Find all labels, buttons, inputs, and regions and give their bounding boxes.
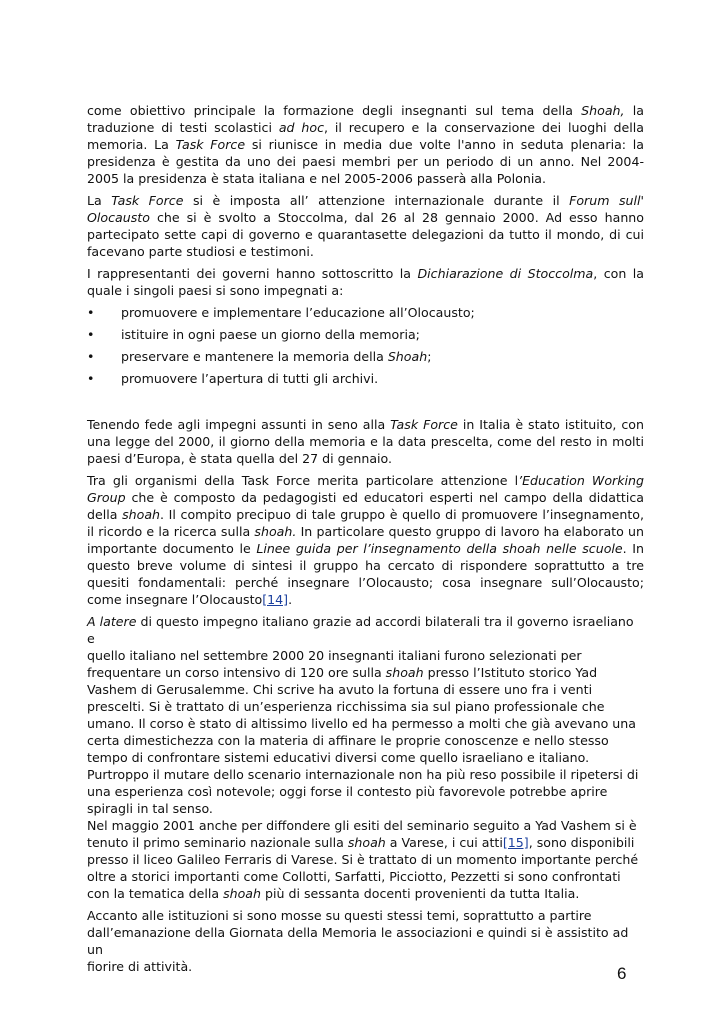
text: Tra gli organismi della Task Force merita particolare attenzione l (87, 473, 519, 488)
text: Accanto alle istituzioni si sono mosse su questi stessi temi, soprattutto a partire (87, 908, 592, 923)
text: che si è svolto a Stoccolma, dal 26 al 28 gennaio 2000. Ad esso hanno partecipato sette capi di governo e quarantasette delegazioni da tutto il mondo, di cui facevano parte studiosi e testimoni. (87, 210, 644, 259)
text: spiragli in tal senso. (87, 801, 213, 816)
italic-text: ’Education Working Group (87, 473, 645, 505)
italic-text: Shoah, (581, 103, 625, 118)
text: tempo di confrontare sistemi educativi diversi come quello israeliano e italiano. (87, 750, 590, 765)
text: che è composto da pedagogisti ed educatori esperti nel campo della didattica della (87, 490, 644, 522)
text: Vashem di Gerusalemme. Chi scrive ha avuto la fortuna di essere uno fra i venti (87, 682, 593, 697)
bullet-text: promuovere e implementare l’educazione all’Olocausto; (121, 305, 475, 320)
text: certa dimestichezza con la materia di affinare le proprie conoscenze e nello stesso (87, 733, 609, 748)
text: Purtroppo il mutare dello scenario internazionale non ha più reso possibile il ripetersi di (87, 767, 639, 782)
paragraph-associations (87, 907, 644, 975)
bullet-icon: • (87, 349, 95, 364)
text: In particolare questo gruppo di lavoro ha elaborato un importante documento le (87, 524, 644, 556)
paragraph-task-force-goals (87, 102, 644, 187)
bullet-icon: • (87, 371, 95, 386)
paragraph-memory-day-law (87, 416, 644, 467)
text: umano. Il corso è stato di altissimo livello ed ha permesso a molti che già avevano una (87, 716, 636, 731)
text: fiorire di attività. (87, 959, 193, 974)
italic-text: shoah (122, 507, 161, 522)
bullet-icon: • (87, 327, 95, 342)
text: I rappresentanti dei governi hanno sottoscritto la (87, 266, 418, 281)
text: presso il liceo Galileo Ferraris di Varese. Si è trattato di un momento importante perché (87, 852, 639, 867)
text: di questo impegno italiano grazie ad accordi bilaterali tra il governo israeliano e (87, 614, 634, 646)
text: Tenendo fede agli impegni assunti in seno alla (87, 417, 391, 432)
italic-text: shoah (385, 665, 424, 680)
text: prescelti. Si è trattato di un’esperienza ricchissima sia sul piano professionale che (87, 699, 605, 714)
italic-text: Linee guida per l’insegnamento della shoah nelle scuole (256, 541, 623, 556)
bullet-text: promuovere l’apertura di tutti gli archivi. (121, 371, 379, 386)
text: . In questo breve volume di sintesi il gruppo ha cercato di rispondere soprattutto a tre quesiti fondamentali: perché insegnare l’Olocausto; cosa insegnare sull’Olocausto; come insegnare l’Olocausto (87, 541, 644, 607)
text: con la tematica della (87, 886, 224, 901)
text: . (288, 592, 293, 607)
text: una esperienza così notevole; oggi forse il contesto più favorevole potrebbe aprire (87, 784, 608, 799)
italic-text: shoah (347, 835, 386, 850)
text: . Il compito precipuo di tale gruppo è quello di promuovere l’insegnamento, il ricordo e la ricerca sulla (87, 507, 644, 539)
italic-text: shoah. (254, 524, 297, 539)
text: si riunisce in media due volte l'anno in seduta plenaria: la presidenza è gestita da uno dei paesi membri per un periodo di un anno. Nel 2004-2005 la presidenza è stata italiana e nel 2005-2006 passerà alla Polonia. (87, 137, 644, 186)
text: a Varese, i cui atti (385, 835, 503, 850)
document-body (87, 102, 644, 980)
italic-text: Dichiarazione di Stoccolma (417, 266, 594, 281)
italic-text: Shoah (387, 349, 428, 364)
italic-text: Task Force (175, 137, 246, 152)
text: tenuto il primo seminario nazionale sulla (87, 835, 348, 850)
paragraph-stockholm-declaration (87, 265, 644, 299)
italic-text: Forum sull' Olocausto (87, 193, 644, 225)
italic-text: shoah (223, 886, 262, 901)
text: ; (427, 349, 432, 364)
bullet-item (87, 370, 644, 387)
text: , sono disponibili (528, 835, 635, 850)
text: dall’emanazione della Giornata della Memoria le associazioni e quindi si è assistito ad un (87, 925, 629, 957)
italic-text: ad hoc (278, 120, 325, 135)
bullet-item (87, 304, 644, 321)
text: presso l’Istituto storico Yad (423, 665, 598, 680)
bullet-text: istituire in ogni paese un giorno della memoria; (121, 327, 420, 342)
text: Nel maggio 2001 anche per diffondere gli esiti del seminario seguito a Yad Vashem si è (87, 818, 637, 833)
bullet-icon: • (87, 305, 95, 320)
text: in Italia è stato istituito, con una legge del 2000, il giorno della memoria e la data prescelta, come del resto in molti paesi d’Europa, è stata quella del 27 di gennaio. (87, 417, 644, 466)
text: quello italiano nel settembre 2000 20 insegnanti italiani furono selezionati per (87, 648, 582, 663)
text: frequentare un corso intensivo di 120 ore sulla (87, 665, 386, 680)
italic-text: A latere (87, 614, 137, 629)
text: la traduzione di testi scolastici (87, 103, 644, 135)
text: , il recupero e la conservazione dei luoghi della memoria. La (87, 120, 645, 152)
text: si è imposta all’ attenzione internazionale durante il (183, 193, 570, 208)
paragraph-varese-seminar (87, 817, 644, 902)
page-number: 6 (617, 964, 627, 983)
text: La (87, 193, 112, 208)
paragraph-stockholm-forum (87, 192, 644, 260)
text: preservare e mantenere la memoria della (121, 349, 388, 364)
italic-text: Task Force (390, 417, 458, 432)
spacer (87, 392, 644, 416)
paragraph-yad-vashem-course (87, 613, 644, 817)
italic-text: Task Force (111, 193, 184, 208)
text: oltre a storici importanti come Collotti, Sarfatti, Picciotto, Pezzetti si sono confrontati (87, 869, 621, 884)
footnote-link-14[interactable]: [14] (262, 592, 289, 607)
paragraph-education-working-group (87, 472, 644, 608)
bullet-item (87, 348, 644, 365)
bullet-text (121, 348, 431, 365)
text: , con la quale i singoli paesi si sono impegnati a: (87, 266, 644, 298)
bullet-item (87, 326, 644, 343)
text: come obiettivo principale la formazione degli insegnanti sul tema della (87, 103, 582, 118)
text: più di sessanta docenti provenienti da tutta Italia. (261, 886, 580, 901)
footnote-link-15[interactable]: [15] (502, 835, 529, 850)
